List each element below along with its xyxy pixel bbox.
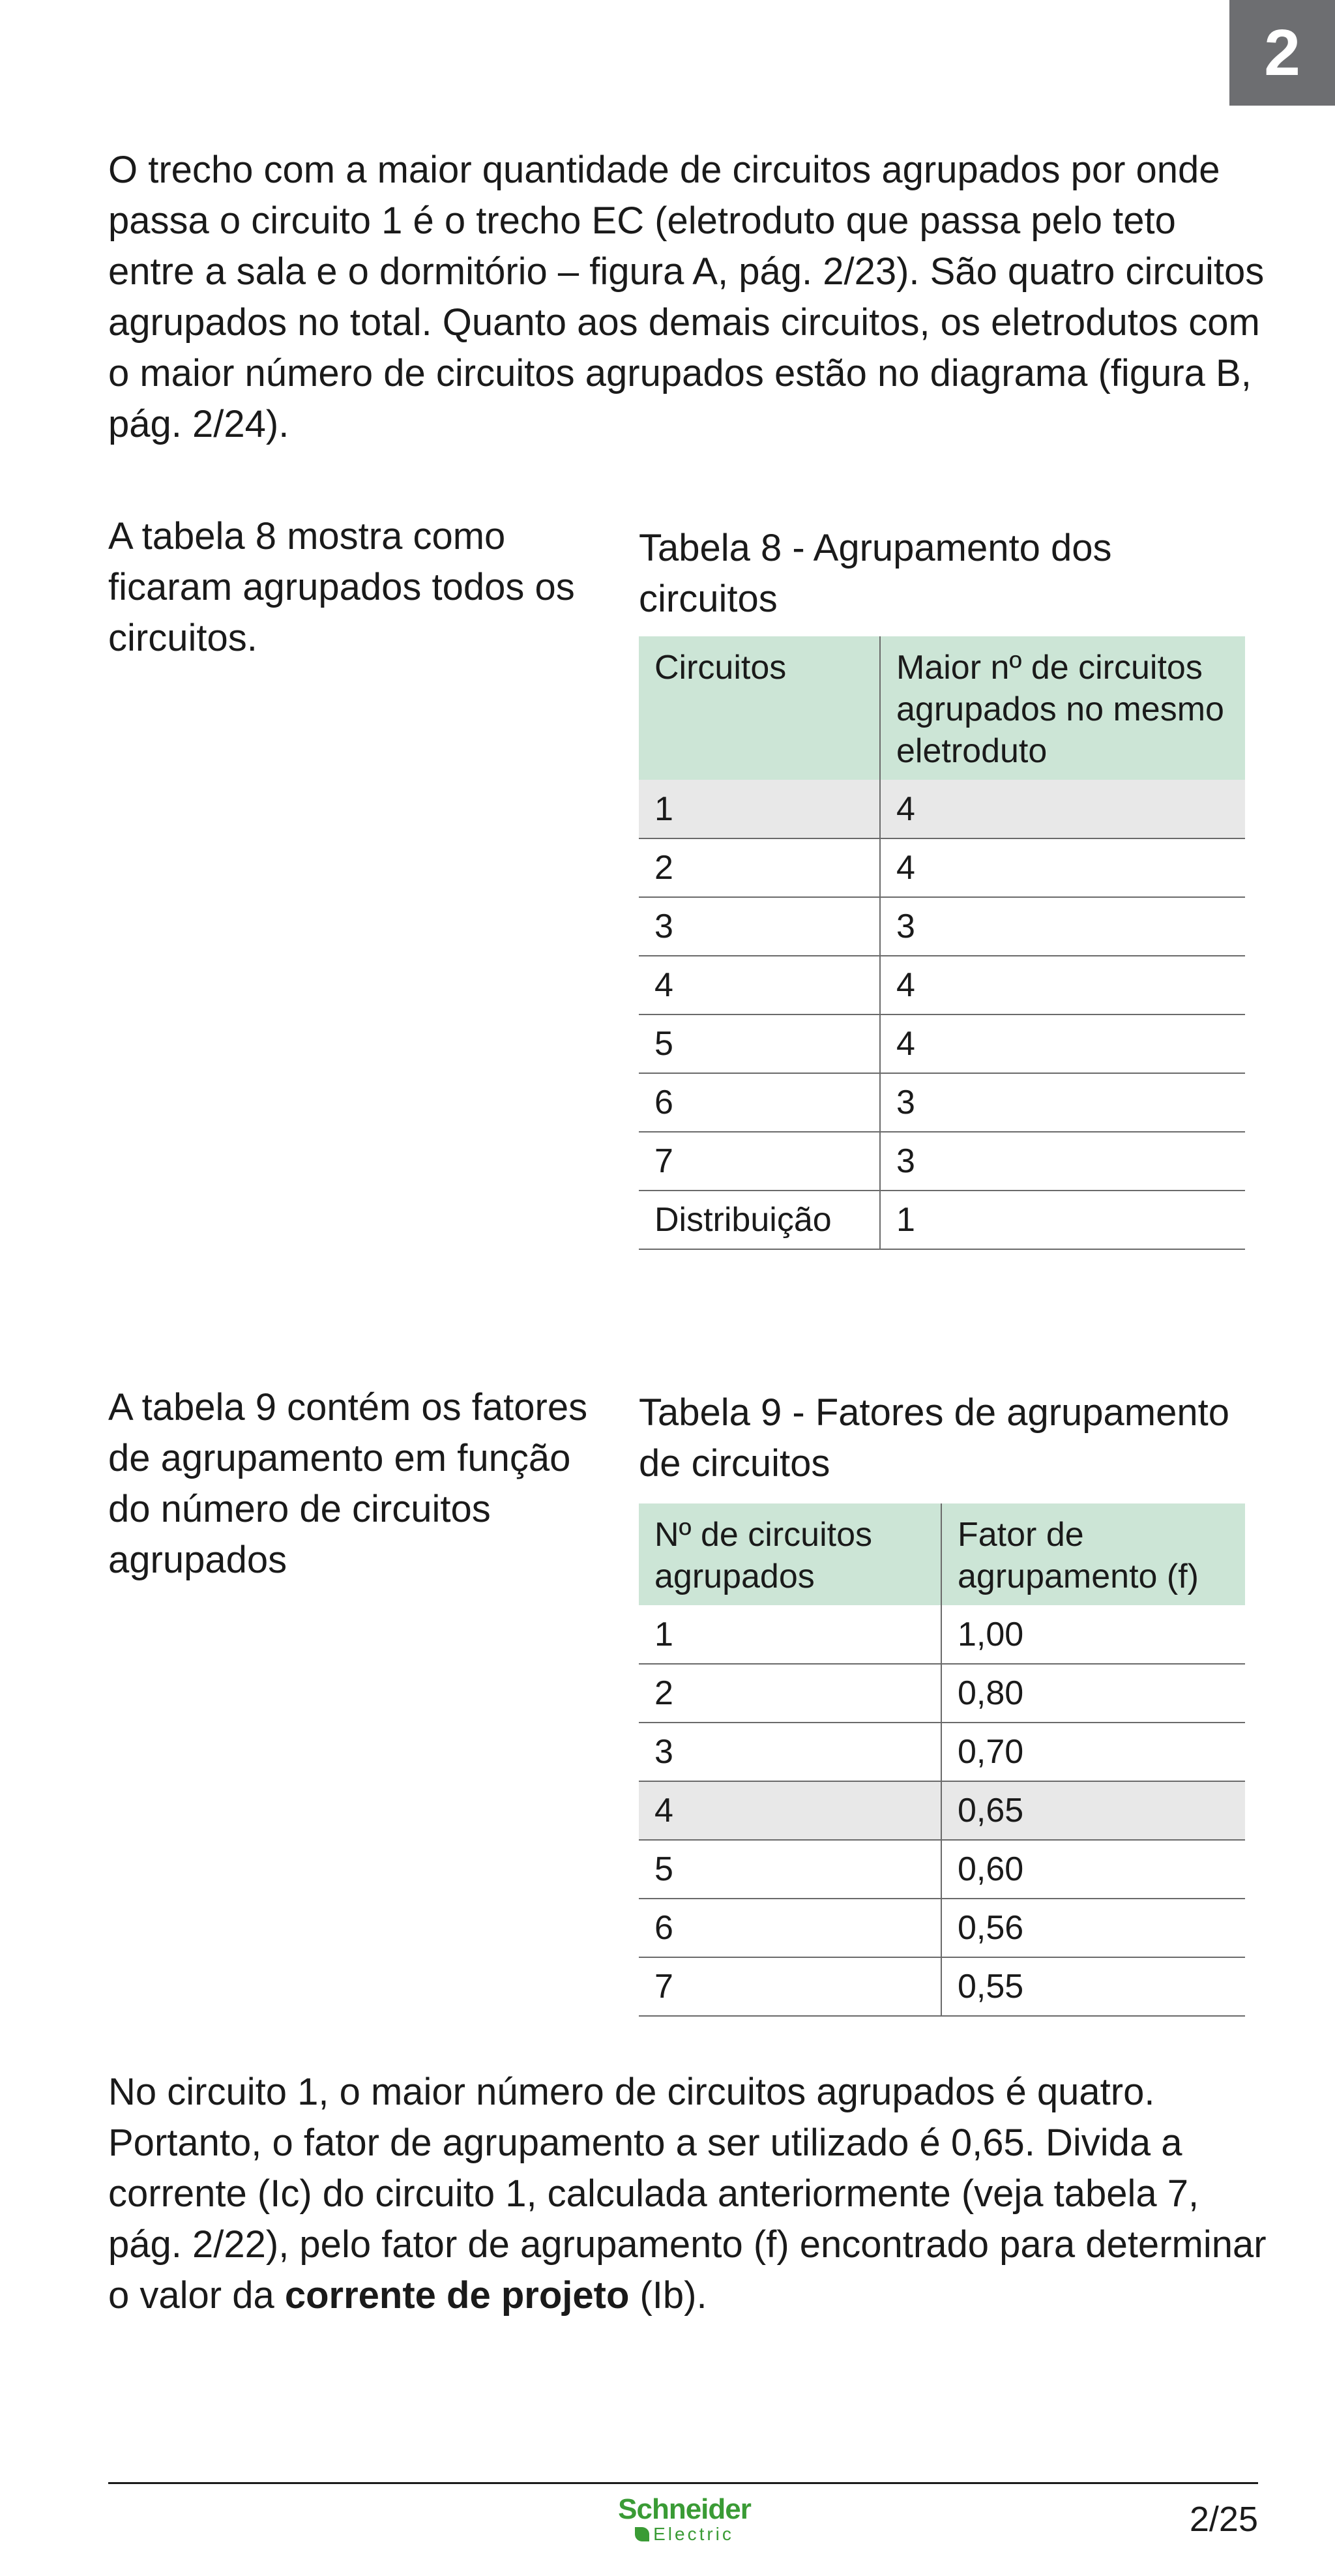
table-cell: 1: [639, 1605, 941, 1664]
table-cell: 1: [639, 780, 880, 838]
logo-subline: [606, 2524, 763, 2544]
closing-text: No circuito 1, o maior número de circuitos agrupados é quatro. Portanto, o fator de agrupamento a ser utilizado é 0,65. Divida a corrente (Ic) do circuito 1, calculada anteriormente (veja tabela 7, pág. 2/22), pelo fator de agrupamento (f) encontrado para determinar o valor da: [108, 2071, 1267, 2317]
logo-wordmark: Schneider: [618, 2493, 751, 2525]
table-cell: 3: [880, 1073, 1245, 1132]
logo-electric-text: Electric: [653, 2524, 734, 2544]
page-number: 2/25: [1189, 2500, 1258, 2539]
table-row: [639, 780, 1245, 838]
table-row: [639, 1191, 1245, 1249]
table-cell: 1: [880, 1191, 1245, 1249]
footer-divider: [108, 2482, 1258, 2484]
table8-caption: Tabela 8 - Agrupamento dos circuitos: [639, 527, 1112, 620]
table-cell: 6: [639, 1899, 941, 1957]
table-row: [639, 1723, 1245, 1781]
table-row: [639, 1957, 1245, 2016]
table-cell: 0,70: [941, 1723, 1245, 1781]
table-cell: 7: [639, 1957, 941, 2016]
table-cell: 0,65: [941, 1781, 1245, 1840]
table-row: [639, 1014, 1245, 1073]
table-row: [639, 1899, 1245, 1957]
table-cell: 4: [639, 1781, 941, 1840]
closing-text-end: (Ib).: [629, 2274, 707, 2317]
table-cell: Distribuição: [639, 1191, 880, 1249]
table-row: [639, 1605, 1245, 1664]
table-cell: 4: [639, 956, 880, 1014]
table8-description: A tabela 8 mostra como ficaram agrupados todos os circuitos.: [108, 515, 575, 659]
table-cell: 3: [880, 1132, 1245, 1191]
table-header-row: [639, 1503, 1245, 1605]
section-number-tab: 2: [1229, 0, 1335, 106]
table-cell: 0,60: [941, 1840, 1245, 1899]
table-cell: 0,80: [941, 1664, 1245, 1723]
table-row: [639, 1073, 1245, 1132]
table-cell: 4: [880, 838, 1245, 897]
table-cell: 3: [639, 897, 880, 956]
table-header-cell: Nº de circuitos agrupados: [639, 1503, 941, 1605]
table-cell: 0,55: [941, 1957, 1245, 2016]
table-cell: 2: [639, 1664, 941, 1723]
table-cell: 4: [880, 956, 1245, 1014]
table-header-row: [639, 636, 1245, 780]
schneider-electric-logo: [606, 2495, 763, 2544]
table-cell: 0,56: [941, 1899, 1245, 1957]
table-row: [639, 1132, 1245, 1191]
table-cell: 5: [639, 1014, 880, 1073]
table-row: [639, 1664, 1245, 1723]
table8-circuit-grouping: [639, 636, 1245, 1250]
table-cell: 5: [639, 1840, 941, 1899]
table-row: [639, 1840, 1245, 1899]
table-row: [639, 897, 1245, 956]
table9-caption: Tabela 9 - Fatores de agrupamento de circuitos: [639, 1391, 1229, 1485]
table-row: [639, 956, 1245, 1014]
table-cell: 4: [880, 1014, 1245, 1073]
table-row: [639, 1781, 1245, 1840]
table-header-cell: Maior nº de circuitos agrupados no mesmo eletroduto: [880, 636, 1245, 780]
bold-term-corrente-de-projeto: corrente de projeto: [284, 2274, 630, 2317]
leaf-icon: [635, 2527, 649, 2541]
table-cell: 3: [639, 1723, 941, 1781]
table-cell: 4: [880, 780, 1245, 838]
table-cell: 3: [880, 897, 1245, 956]
table9-grouping-factors: [639, 1503, 1245, 2017]
closing-paragraph: [108, 2067, 1269, 2321]
table-cell: 1,00: [941, 1605, 1245, 1664]
table-header-cell: Fator de agrupamento (f): [941, 1503, 1245, 1605]
table-cell: 7: [639, 1132, 880, 1191]
table-cell: 2: [639, 838, 880, 897]
intro-paragraph: O trecho com a maior quantidade de circuitos agrupados por onde passa o circuito 1 é o trecho EC (eletroduto que passa pelo teto entre a sala e o dormitório – figura A, pág. 2/23). São quatro circuitos agrupados no total. Quanto aos demais circuitos, os eletrodutos com o maior número de circuitos agrupados estão no diagrama (figura B, pág. 2/24).: [108, 149, 1265, 445]
table-row: [639, 838, 1245, 897]
table9-description: A tabela 9 contém os fatores de agrupamento em função do número de circuitos agrupados: [108, 1386, 588, 1581]
table-cell: 6: [639, 1073, 880, 1132]
table-header-cell: Circuitos: [639, 636, 880, 780]
